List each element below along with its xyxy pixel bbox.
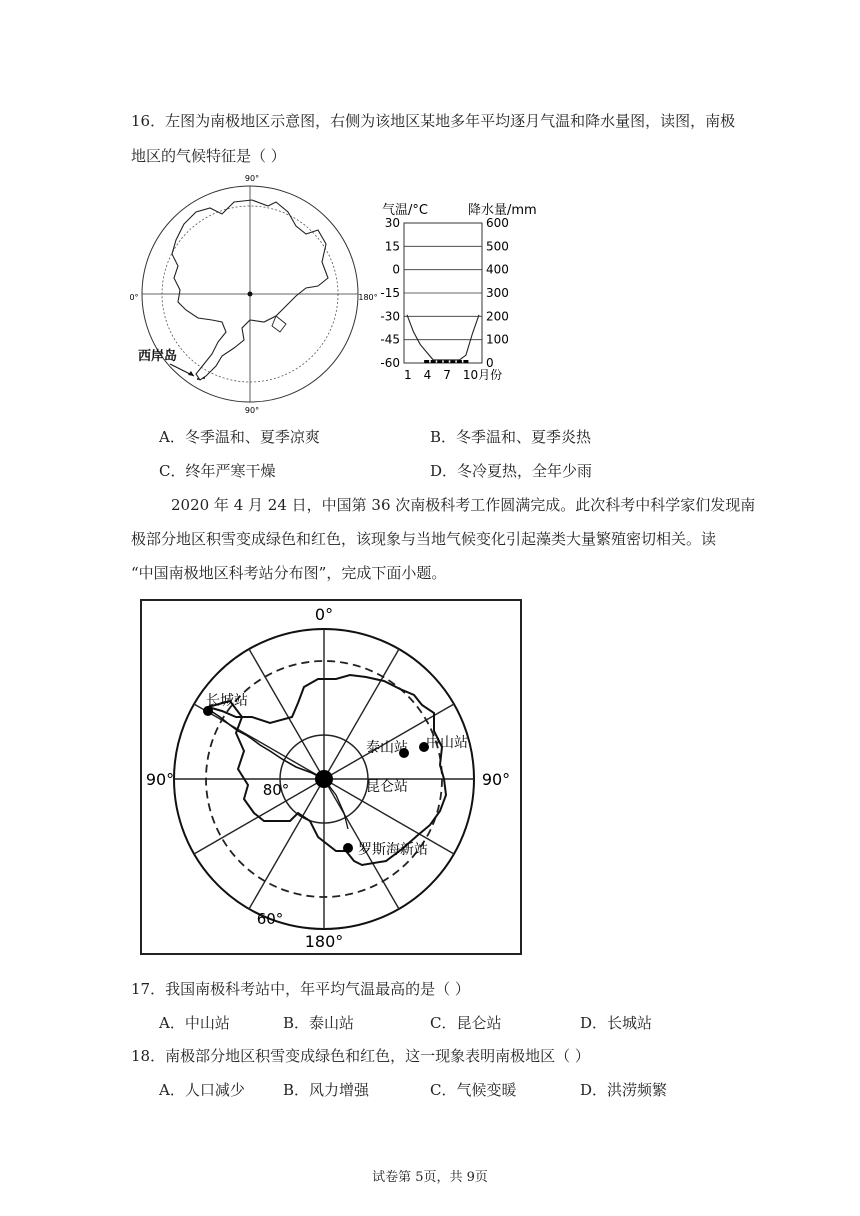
chart-ylabel-right: 降水量/mm <box>468 203 537 218</box>
q16-option-c[interactable]: C．终年严寒干燥 <box>159 462 276 480</box>
map2-bottom-label: 180° <box>304 932 344 951</box>
changcheng-station-label: 长城站 <box>206 693 248 709</box>
chart-left-tick-labels <box>380 216 400 370</box>
q16-option-b[interactable]: B．冬季温和、夏季炎热 <box>430 428 592 446</box>
chart-gridlines <box>404 246 482 339</box>
map1-pole-dot <box>248 292 253 297</box>
chart-precip-bar <box>463 360 468 363</box>
page-footer: 试卷第 5页，共 9页 <box>372 1170 488 1185</box>
chart-precip-bar <box>431 360 436 363</box>
q16-option-a[interactable]: A．冬季温和、夏季凉爽 <box>159 428 320 446</box>
kunlun-station-label: 昆仑站 <box>366 779 408 795</box>
chart-right-tick-label: 200 <box>486 309 509 324</box>
chart-left-tick-label: 0 <box>392 262 400 277</box>
q17-option-a[interactable]: A．中山站 <box>159 1014 230 1032</box>
antarctica-sketch-map <box>126 172 380 416</box>
chart-precip-bars <box>424 360 468 363</box>
chart-left-tick-label: -30 <box>380 309 400 324</box>
map1-island-label: 西岸岛 <box>138 349 178 364</box>
chart-right-tick-label: 500 <box>486 239 509 254</box>
chart-precip-bar <box>424 360 429 363</box>
q17-option-b[interactable]: B．泰山站 <box>283 1014 355 1032</box>
chart-left-tick-label: -45 <box>380 332 400 347</box>
q18-option-c[interactable]: C．气候变暖 <box>430 1081 517 1099</box>
map2-left-label: 90° <box>145 770 175 789</box>
map1-top-label: 90° <box>244 174 260 183</box>
map2-pole-dot <box>315 770 333 788</box>
chart-x-tick-labels <box>404 368 502 382</box>
chart-right-tick-label: 300 <box>486 286 509 300</box>
passage-line1: 2020 年 4 月 24 日，中国第 36 次南极科考工作圆满完成。此次科考中科学家们发现南 <box>171 496 756 514</box>
map2-top-label: 0° <box>314 605 334 624</box>
map1-left-label: 0° <box>129 293 139 302</box>
chart-right-tick-label: 600 <box>486 216 509 230</box>
q18-option-b[interactable]: B．风力增强 <box>283 1081 370 1099</box>
chart-ylabel-left: 气温/°C <box>382 203 428 218</box>
chart-right-tick-label: 0 <box>486 356 494 370</box>
chart-left-tick-label: -60 <box>380 356 400 370</box>
map2-lat80-label: 80° <box>262 781 290 799</box>
chart-left-tick-label: 30 <box>384 216 400 230</box>
q17-stem: 17．我国南极科考站中，年平均气温最高的是（ ） <box>131 980 470 998</box>
q17-option-d[interactable]: D．长城站 <box>580 1014 653 1032</box>
q18-option-a[interactable]: A．人口减少 <box>159 1081 245 1099</box>
luosihai-station-label: 罗斯海新站 <box>358 842 428 858</box>
chart-right-tick-label: 100 <box>486 332 509 347</box>
passage-line2: 极部分地区积雪变成绿色和红色，该现象与当地气候变化引起藻类大量繁殖密切相关。读 <box>131 530 717 548</box>
q16-stem-line2: 地区的气候特征是（ ） <box>131 147 286 165</box>
chart-right-tick-label: 400 <box>486 262 509 277</box>
chart-x-tick-label: 7 <box>443 368 451 382</box>
q17-option-c[interactable]: C．昆仑站 <box>430 1014 502 1032</box>
chart-x-tick-label: 4 <box>423 368 432 382</box>
chart-precip-bar <box>450 360 455 363</box>
chart-precip-bar <box>444 360 449 363</box>
map2-lat60-label: 60° <box>256 910 284 928</box>
chart-precip-bar <box>457 360 462 363</box>
passage-line3: “中国南极地区科考站分布图”，完成下面小题。 <box>131 564 447 582</box>
q18-option-d[interactable]: D．洪涝频繁 <box>580 1081 668 1099</box>
map1-right-label: 180° <box>358 293 378 302</box>
q16-option-d[interactable]: D．冬冷夏热，全年少雨 <box>430 462 593 480</box>
taishan-station-label: 泰山站 <box>366 740 408 756</box>
chart-left-tick-label: 15 <box>384 239 400 254</box>
chart-right-tick-labels <box>486 216 509 370</box>
chart-x-tick-label: 1 <box>404 368 412 382</box>
chart-x-tick-label: 10月份 <box>462 368 503 382</box>
map2-right-label: 90° <box>481 770 511 789</box>
q18-stem: 18．南极部分地区积雪变成绿色和红色，这一现象表明南极地区（ ） <box>131 1047 590 1065</box>
chart-left-tick-label: -15 <box>380 286 400 300</box>
map1-bottom-label: 90° <box>244 406 260 415</box>
chart-precip-bar <box>437 360 442 363</box>
luosihai-station-dot <box>343 843 353 853</box>
q16-stem-line1: 16．左图为南极地区示意图，右侧为该地区某地多年平均逐月气温和降水量图，读图，南极 <box>131 112 736 130</box>
china-antarctic-stations-map <box>140 599 522 955</box>
climate-chart <box>372 198 547 388</box>
zhongshan-station-label: 中山站 <box>426 735 468 751</box>
chart-temperature-line <box>407 315 479 360</box>
